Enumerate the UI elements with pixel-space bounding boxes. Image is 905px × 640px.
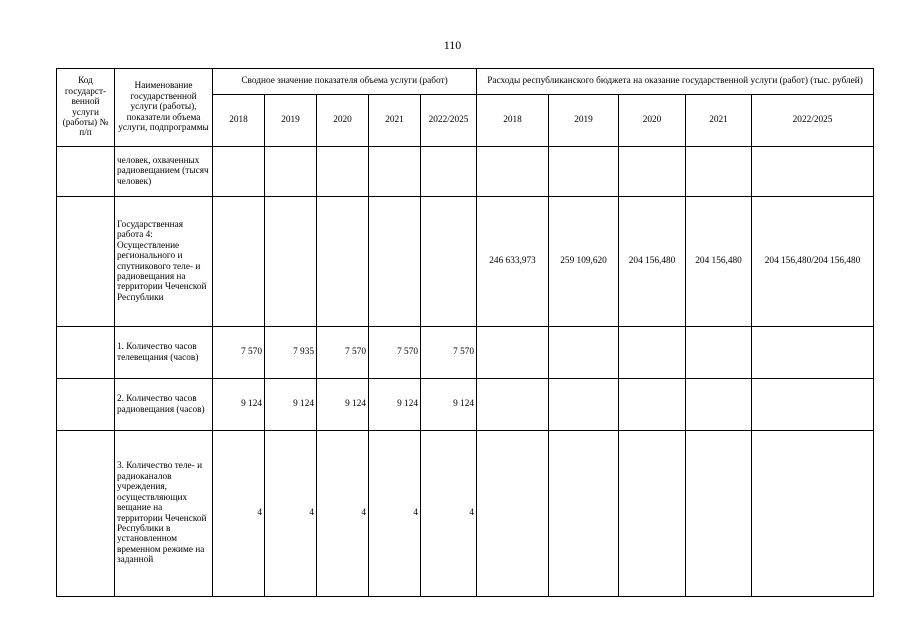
expense-cell: 246 633,973 (477, 197, 549, 327)
table-row (57, 431, 874, 597)
volume-cell: 4 (265, 431, 317, 597)
volume-cell: 7 570 (421, 327, 477, 379)
volume-cell (317, 147, 369, 197)
header-volume-year: 2022/2025 (421, 95, 477, 147)
volume-cell (369, 197, 421, 327)
row-name: 2. Количество часов радиовещания (часов) (115, 379, 213, 431)
row-code (57, 147, 115, 197)
table-row (57, 327, 874, 379)
volume-cell (265, 147, 317, 197)
expense-cell: 204 156,480 (686, 197, 752, 327)
row-code (57, 431, 115, 597)
header-volume-group: Сводное значение показателя объема услуги (работ) (213, 69, 477, 95)
volume-cell: 9 124 (213, 379, 265, 431)
header-name: Наименование государственной услуги (работы), показатели объема услуги, подпрограммы (115, 69, 213, 147)
expense-cell (752, 431, 874, 597)
table-row (57, 147, 874, 197)
header-row-top (57, 69, 874, 95)
row-code (57, 327, 115, 379)
table-row (57, 197, 874, 327)
expense-cell (619, 379, 686, 431)
expense-cell: 259 109,620 (549, 197, 619, 327)
volume-cell: 7 935 (265, 327, 317, 379)
volume-cell: 4 (213, 431, 265, 597)
expense-cell (619, 147, 686, 197)
expense-cell (619, 327, 686, 379)
volume-cell: 9 124 (369, 379, 421, 431)
expense-cell (686, 379, 752, 431)
expense-cell (477, 327, 549, 379)
header-expense-year: 2020 (619, 95, 686, 147)
header-volume-year: 2021 (369, 95, 421, 147)
volume-cell (421, 147, 477, 197)
row-code (57, 197, 115, 327)
volume-cell (421, 197, 477, 327)
header-expense-group: Расходы республиканского бюджета на оказание государственной услуги (работ) (тыс. рублей) (477, 69, 874, 95)
expense-cell (549, 327, 619, 379)
header-volume-year: 2018 (213, 95, 265, 147)
row-name: человек, охваченных радиовещанием (тысяч человек) (115, 147, 213, 197)
expense-cell (752, 147, 874, 197)
expense-cell (477, 147, 549, 197)
volume-cell (213, 197, 265, 327)
budget-table (56, 68, 874, 597)
expense-cell (752, 327, 874, 379)
row-name: 3. Количество теле- и радиоканалов учреждения, осуществляющих вещание на территории Чеченской Республики в установленном временном режиме на заданной (115, 431, 213, 597)
header-volume-year: 2019 (265, 95, 317, 147)
expense-cell (619, 431, 686, 597)
volume-cell: 7 570 (369, 327, 421, 379)
volume-cell (213, 147, 265, 197)
row-name: 1. Количество часов телевещания (часов) (115, 327, 213, 379)
page-number: 110 (443, 38, 462, 52)
expense-cell (549, 379, 619, 431)
expense-cell (477, 379, 549, 431)
volume-cell: 9 124 (421, 379, 477, 431)
header-expense-year: 2018 (477, 95, 549, 147)
volume-cell: 4 (317, 431, 369, 597)
volume-cell: 9 124 (317, 379, 369, 431)
expense-cell (549, 147, 619, 197)
header-expense-year: 2022/2025 (752, 95, 874, 147)
volume-cell: 4 (421, 431, 477, 597)
header-expense-year: 2021 (686, 95, 752, 147)
expense-cell: 204 156,480 (619, 197, 686, 327)
volume-cell: 4 (369, 431, 421, 597)
volume-cell (369, 147, 421, 197)
expense-cell (686, 431, 752, 597)
volume-cell: 7 570 (317, 327, 369, 379)
volume-cell: 7 570 (213, 327, 265, 379)
volume-cell (317, 197, 369, 327)
expense-cell (752, 379, 874, 431)
expense-cell (686, 327, 752, 379)
header-code: Код государст-венной услуги (работы) № п/п (57, 69, 115, 147)
expense-cell: 204 156,480/204 156,480 (752, 197, 874, 327)
volume-cell (265, 197, 317, 327)
expense-cell (549, 431, 619, 597)
table-row (57, 379, 874, 431)
expense-cell (686, 147, 752, 197)
row-code (57, 379, 115, 431)
header-volume-year: 2020 (317, 95, 369, 147)
expense-cell (477, 431, 549, 597)
row-name: Государственная работа 4: Осуществление регионального и спутникового теле- и радиовещания на территории Чеченской Республики (115, 197, 213, 327)
header-expense-year: 2019 (549, 95, 619, 147)
volume-cell: 9 124 (265, 379, 317, 431)
